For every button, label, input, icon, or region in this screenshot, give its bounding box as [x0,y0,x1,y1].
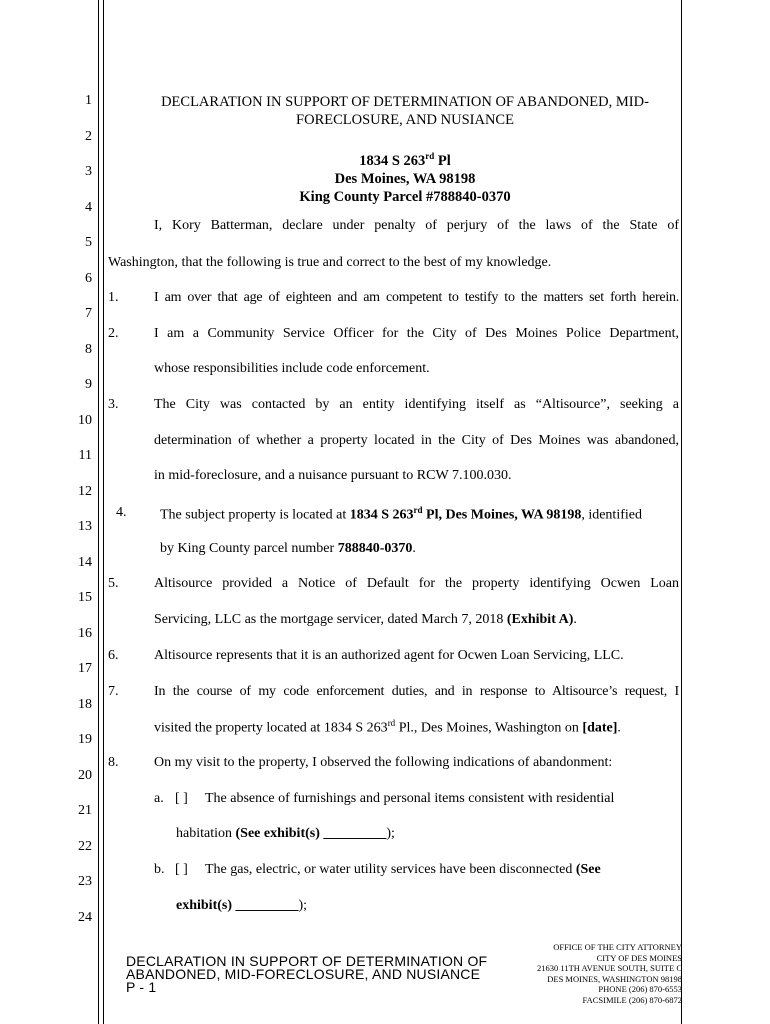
line-number: 11 [78,448,92,463]
title-line-1: DECLARATION IN SUPPORT OF DETERMINATION OF ABANDONED, MID- [161,94,649,110]
office-line: 21630 11TH AVENUE SOUTH, SUITE C [537,963,682,973]
office-line: DES MOINES, WASHINGTON 98198 [547,973,682,984]
line-number: 22 [78,838,92,854]
intro-line-1: I, Kory Batterman, declare under penalty of perjury of the laws of the State of [154,218,679,233]
subitem-b-text-line-2: exhibit(s) _________); [176,898,308,913]
item-3-number: 3. [108,397,119,412]
item-5-text-line-1: Altisource provided a Notice of Default for the property identifying Ocwen Loan [154,576,679,591]
subitem-a-text-line-1: The absence of furnishings and personal items consistent with residential [205,791,615,806]
office-line: FACSIMILE (206) 870-6872 [582,994,682,1005]
item-4-text-line-2: by King County parcel number 788840-0370. [160,541,416,556]
line-number: 24 [78,909,92,925]
line-number: 6 [85,270,92,286]
subitem-b-checkbox[interactable]: [ ] [175,862,188,877]
item-3-text-line-2: determination of whether a property located in the City of Des Moines was abandoned, [154,433,679,448]
item-7-text-line-1: In the course of my code enforcement duties, and in response to Altisource’s request, I [154,684,679,699]
left-margin-rule-inner [103,0,104,1024]
item-1-text: I am over that age of eighteen and am competent to testify to the matters set forth herein. [154,290,679,305]
footer-page-number: P - 1 [126,979,157,995]
line-number: 21 [78,803,92,818]
item-7-number: 7. [108,684,119,699]
left-margin-rule-outer [98,0,99,1024]
footer-document-title [126,955,487,994]
title-line-2: FORECLOSURE, AND NUSIANCE [296,112,514,128]
line-number: 10 [78,412,92,428]
line-number: 2 [85,128,92,144]
item-5-text-line-2: Servicing, LLC as the mortgage servicer, dated March 7, 2018 (Exhibit A). [154,612,577,627]
line-number: 18 [78,696,92,712]
footer-title-line-2: ABANDONED, MID-FORECLOSURE, AND NUSIANCE [126,966,481,982]
item-3-text-line-1: The City was contacted by an entity identifying itself as “Altisource”, seeking a [154,397,679,412]
item-5-number: 5. [108,576,119,591]
item-7-text-line-2: visited the property located at 1834 S 263rd Pl., Des Moines, Washington on [date]. [154,718,621,736]
line-number: 23 [78,874,92,889]
item-4-number: 4. [116,505,127,520]
address-parcel: King County Parcel #788840-0370 [299,188,511,205]
document-title [110,93,700,129]
subitem-b-text-line-1: The gas, electric, or water utility services have been disconnected (See [205,862,601,877]
line-number: 12 [78,483,92,499]
office-address-block [537,942,682,1005]
subitem-a-text-line-2: habitation (See exhibit(s) _________); [176,826,395,841]
subitem-a-label: a. [154,791,164,806]
item-2-number: 2. [108,326,119,341]
line-number: 16 [78,625,92,641]
item-1-number: 1. [108,290,119,305]
intro-line-2: Washington, that the following is true and correct to the best of my knowledge. [108,255,552,270]
subitem-a-checkbox[interactable]: [ ] [175,791,188,806]
line-number: 3 [85,164,92,179]
line-number: 19 [78,732,92,747]
property-address-block [110,147,700,206]
address-city: Des Moines, WA 98198 [334,170,476,187]
footer-title-line-1: DECLARATION IN SUPPORT OF DETERMINATION OF [126,953,488,969]
line-number: 13 [78,519,92,534]
line-number: 9 [85,377,92,392]
address-street: 1834 S 263rd Pl [359,151,451,169]
line-number: 7 [85,306,92,321]
item-3-text-line-3: in mid-foreclosure, and a nuisance pursuant to RCW 7.100.030. [154,468,512,483]
item-2-text-line-2: whose responsibilities include code enforcement. [154,361,430,376]
line-number: 1 [85,93,92,108]
item-6-text: Altisource represents that it is an authorized agent for Ocwen Loan Servicing, LLC. [154,648,624,663]
line-number: 15 [78,590,92,605]
subitem-b-label: b. [154,862,165,877]
line-number: 17 [78,661,92,676]
line-number: 5 [85,235,92,250]
line-number: 14 [78,554,92,570]
office-line: CITY OF DES MOINES [596,952,682,963]
line-number: 8 [85,341,92,357]
line-number: 4 [85,199,92,215]
item-8-text: On my visit to the property, I observed the following indications of abandonment: [154,755,613,770]
office-line: PHONE (206) 870-6553 [598,984,682,994]
line-number: 20 [78,767,92,783]
item-8-number: 8. [108,755,119,770]
office-line: OFFICE OF THE CITY ATTORNEY [553,942,682,952]
item-6-number: 6. [108,648,119,663]
item-4-text-line-1: The subject property is located at 1834 S 263rd Pl, Des Moines, WA 98198, identified [160,505,642,523]
item-2-text-line-1: I am a Community Service Officer for the City of Des Moines Police Department, [154,326,679,341]
